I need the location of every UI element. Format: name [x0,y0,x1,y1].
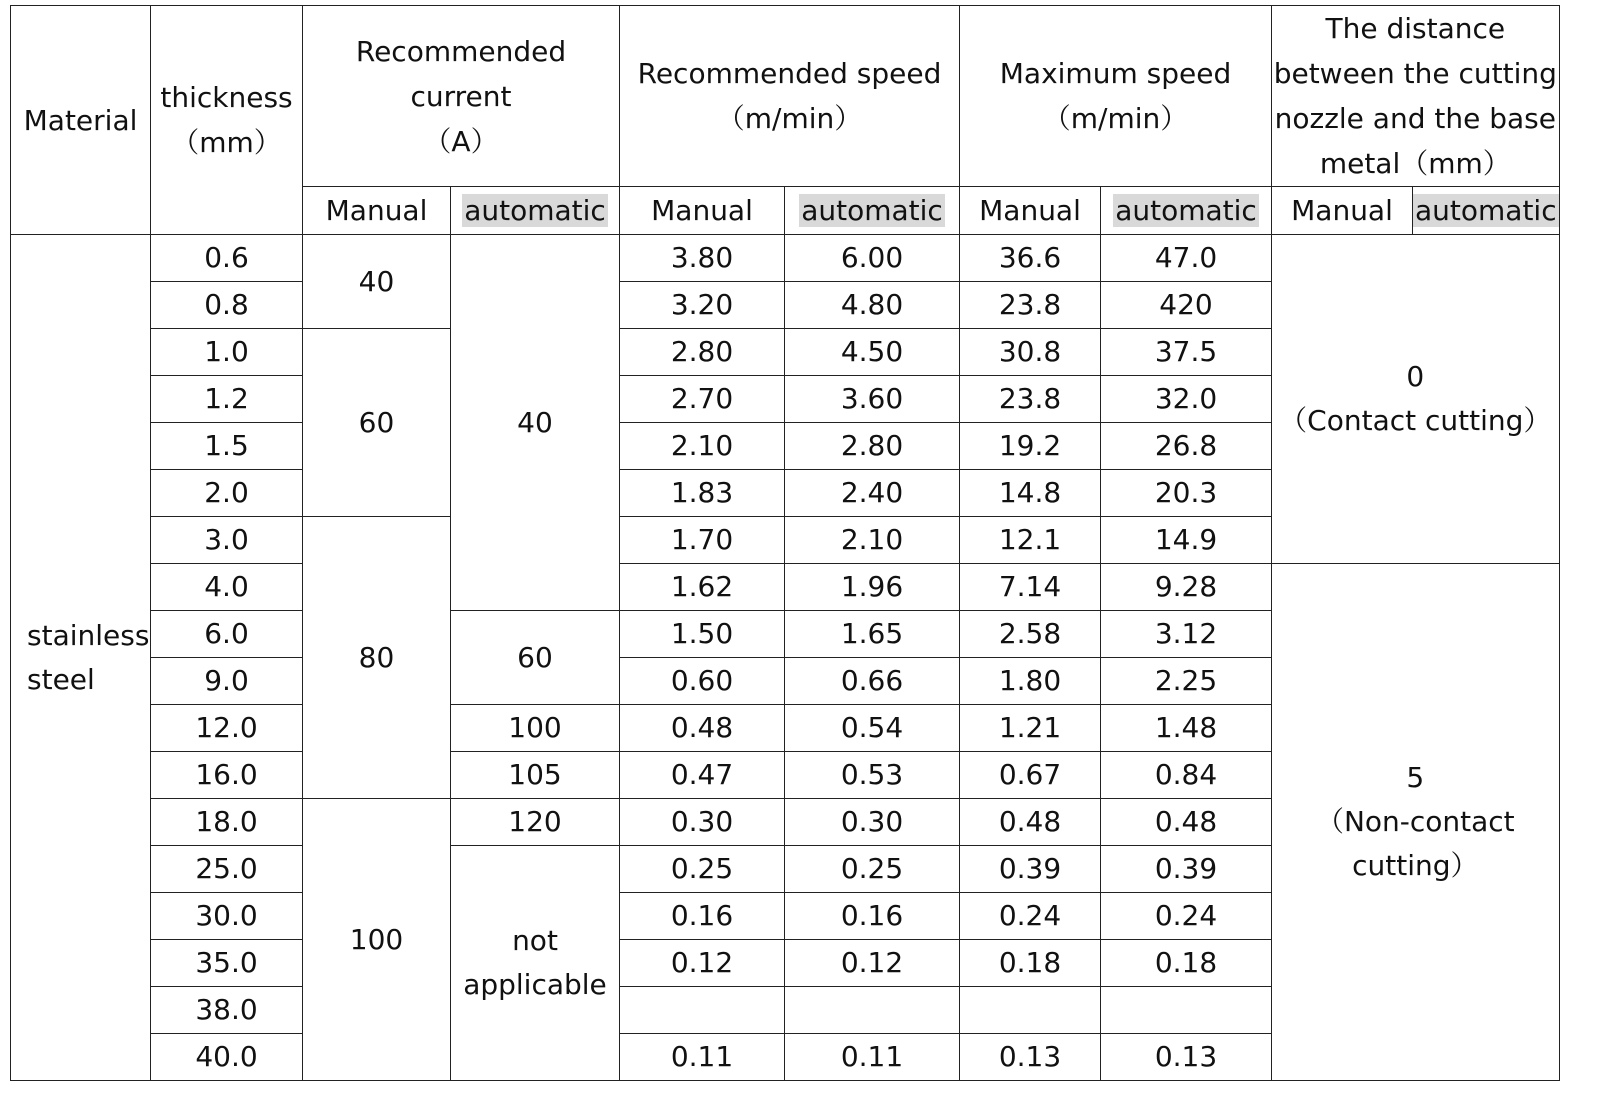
cutting-parameters-table [10,5,1560,1081]
max-speed-manual-cell: 7.14 [960,564,1101,611]
rec-speed-automatic-cell: 4.50 [785,329,960,376]
max-speed-manual-cell: 36.6 [960,235,1101,282]
rec-speed-automatic-cell: 0.54 [785,705,960,752]
distance-non-contact-cell: 5 （Non-contact cutting） [1272,564,1560,1081]
rec-speed-manual-cell: 0.11 [620,1034,785,1081]
rec-speed-manual-cell: 0.60 [620,658,785,705]
max-speed-manual-cell: 1.21 [960,705,1101,752]
maximum-speed-header: Maximum speed （m/min） [960,6,1272,187]
rec-speed-automatic-cell: 0.25 [785,846,960,893]
rec-speed-automatic-cell: 3.60 [785,376,960,423]
thickness-cell: 38.0 [151,987,303,1034]
max-speed-manual-cell: 1.80 [960,658,1101,705]
max-speed-manual-cell: 0.18 [960,940,1101,987]
thickness-cell: 3.0 [151,517,303,564]
thickness-cell: 40.0 [151,1034,303,1081]
current-automatic-subheader: automatic [451,187,620,235]
max-speed-automatic-cell: 37.5 [1101,329,1272,376]
rec-speed-manual-cell: 0.25 [620,846,785,893]
thickness-cell: 30.0 [151,893,303,940]
thickness-cell: 25.0 [151,846,303,893]
max-speed-manual-cell: 23.8 [960,376,1101,423]
rec-speed-manual-cell: 0.12 [620,940,785,987]
max-speed-manual-subheader: Manual [960,187,1101,235]
max-speed-automatic-cell: 0.18 [1101,940,1272,987]
rec-speed-automatic-cell: 2.10 [785,517,960,564]
rec-speed-manual-cell: 0.30 [620,799,785,846]
rec-speed-automatic-subheader: automatic [785,187,960,235]
max-speed-manual-cell: 30.8 [960,329,1101,376]
max-speed-manual-cell: 2.58 [960,611,1101,658]
current-manual-subheader: Manual [303,187,451,235]
rec-speed-manual-cell [620,987,785,1034]
distance-manual-subheader: Manual [1272,187,1413,235]
max-speed-automatic-cell: 2.25 [1101,658,1272,705]
rec-speed-manual-cell: 2.10 [620,423,785,470]
distance-contact-cell: 0 （Contact cutting） [1272,235,1560,564]
rec-speed-automatic-cell: 0.53 [785,752,960,799]
max-speed-automatic-cell: 47.0 [1101,235,1272,282]
rec-speed-automatic-cell: 2.40 [785,470,960,517]
max-speed-automatic-cell: 0.39 [1101,846,1272,893]
current-automatic-cell: 100 [451,705,620,752]
rec-speed-manual-cell: 2.80 [620,329,785,376]
rec-speed-automatic-cell: 0.12 [785,940,960,987]
rec-speed-manual-subheader: Manual [620,187,785,235]
thickness-cell: 1.5 [151,423,303,470]
table-row [11,235,1560,282]
rec-speed-manual-cell: 1.83 [620,470,785,517]
max-speed-automatic-cell: 9.28 [1101,564,1272,611]
max-speed-automatic-subheader: automatic [1101,187,1272,235]
max-speed-manual-cell: 19.2 [960,423,1101,470]
current-automatic-cell: 40 [451,235,620,611]
thickness-cell: 4.0 [151,564,303,611]
recommended-current-header: Recommended current （A） [303,6,620,187]
max-speed-manual-cell: 0.24 [960,893,1101,940]
thickness-cell: 9.0 [151,658,303,705]
max-speed-automatic-cell: 0.48 [1101,799,1272,846]
max-speed-manual-cell [960,987,1101,1034]
rec-speed-manual-cell: 3.20 [620,282,785,329]
rec-speed-automatic-cell: 0.16 [785,893,960,940]
max-speed-manual-cell: 0.67 [960,752,1101,799]
thickness-cell: 35.0 [151,940,303,987]
max-speed-automatic-cell: 3.12 [1101,611,1272,658]
thickness-cell: 6.0 [151,611,303,658]
rec-speed-automatic-cell: 1.65 [785,611,960,658]
rec-speed-manual-cell: 0.16 [620,893,785,940]
thickness-cell: 2.0 [151,470,303,517]
max-speed-manual-cell: 12.1 [960,517,1101,564]
thickness-cell: 1.2 [151,376,303,423]
nozzle-distance-header: The distance between the cutting nozzle and the base metal（mm） [1272,6,1560,187]
max-speed-automatic-cell: 20.3 [1101,470,1272,517]
current-manual-cell: 100 [303,799,451,1081]
thickness-header: thickness （mm） [151,6,303,235]
distance-automatic-subheader: automatic [1413,187,1560,235]
material-cell: stainless steel [11,235,151,1081]
recommended-speed-header: Recommended speed （m/min） [620,6,960,187]
rec-speed-automatic-cell: 6.00 [785,235,960,282]
thickness-cell: 1.0 [151,329,303,376]
max-speed-automatic-cell: 32.0 [1101,376,1272,423]
rec-speed-manual-cell: 2.70 [620,376,785,423]
table-row [11,564,1560,611]
rec-speed-manual-cell: 1.50 [620,611,785,658]
rec-speed-manual-cell: 0.48 [620,705,785,752]
max-speed-manual-cell: 14.8 [960,470,1101,517]
rec-speed-automatic-cell: 4.80 [785,282,960,329]
current-automatic-cell: 60 [451,611,620,705]
max-speed-automatic-cell: 0.84 [1101,752,1272,799]
material-header: Material [11,6,151,235]
thickness-cell: 16.0 [151,752,303,799]
max-speed-automatic-cell: 1.48 [1101,705,1272,752]
rec-speed-automatic-cell [785,987,960,1034]
rec-speed-automatic-cell: 1.96 [785,564,960,611]
rec-speed-manual-cell: 0.47 [620,752,785,799]
current-manual-cell: 60 [303,329,451,517]
current-manual-cell: 80 [303,517,451,799]
rec-speed-manual-cell: 3.80 [620,235,785,282]
rec-speed-automatic-cell: 0.11 [785,1034,960,1081]
rec-speed-automatic-cell: 0.30 [785,799,960,846]
max-speed-automatic-cell [1101,987,1272,1034]
max-speed-automatic-cell: 14.9 [1101,517,1272,564]
thickness-cell: 0.6 [151,235,303,282]
current-automatic-cell: 105 [451,752,620,799]
thickness-cell: 12.0 [151,705,303,752]
thickness-cell: 0.8 [151,282,303,329]
max-speed-automatic-cell: 26.8 [1101,423,1272,470]
thickness-cell: 18.0 [151,799,303,846]
max-speed-automatic-cell: 0.24 [1101,893,1272,940]
current-manual-cell: 40 [303,235,451,329]
rec-speed-manual-cell: 1.62 [620,564,785,611]
max-speed-manual-cell: 23.8 [960,282,1101,329]
max-speed-automatic-cell: 420 [1101,282,1272,329]
rec-speed-manual-cell: 1.70 [620,517,785,564]
max-speed-automatic-cell: 0.13 [1101,1034,1272,1081]
current-automatic-cell: 120 [451,799,620,846]
max-speed-manual-cell: 0.39 [960,846,1101,893]
max-speed-manual-cell: 0.48 [960,799,1101,846]
current-automatic-cell: not applicable [451,846,620,1081]
rec-speed-automatic-cell: 2.80 [785,423,960,470]
max-speed-manual-cell: 0.13 [960,1034,1101,1081]
rec-speed-automatic-cell: 0.66 [785,658,960,705]
